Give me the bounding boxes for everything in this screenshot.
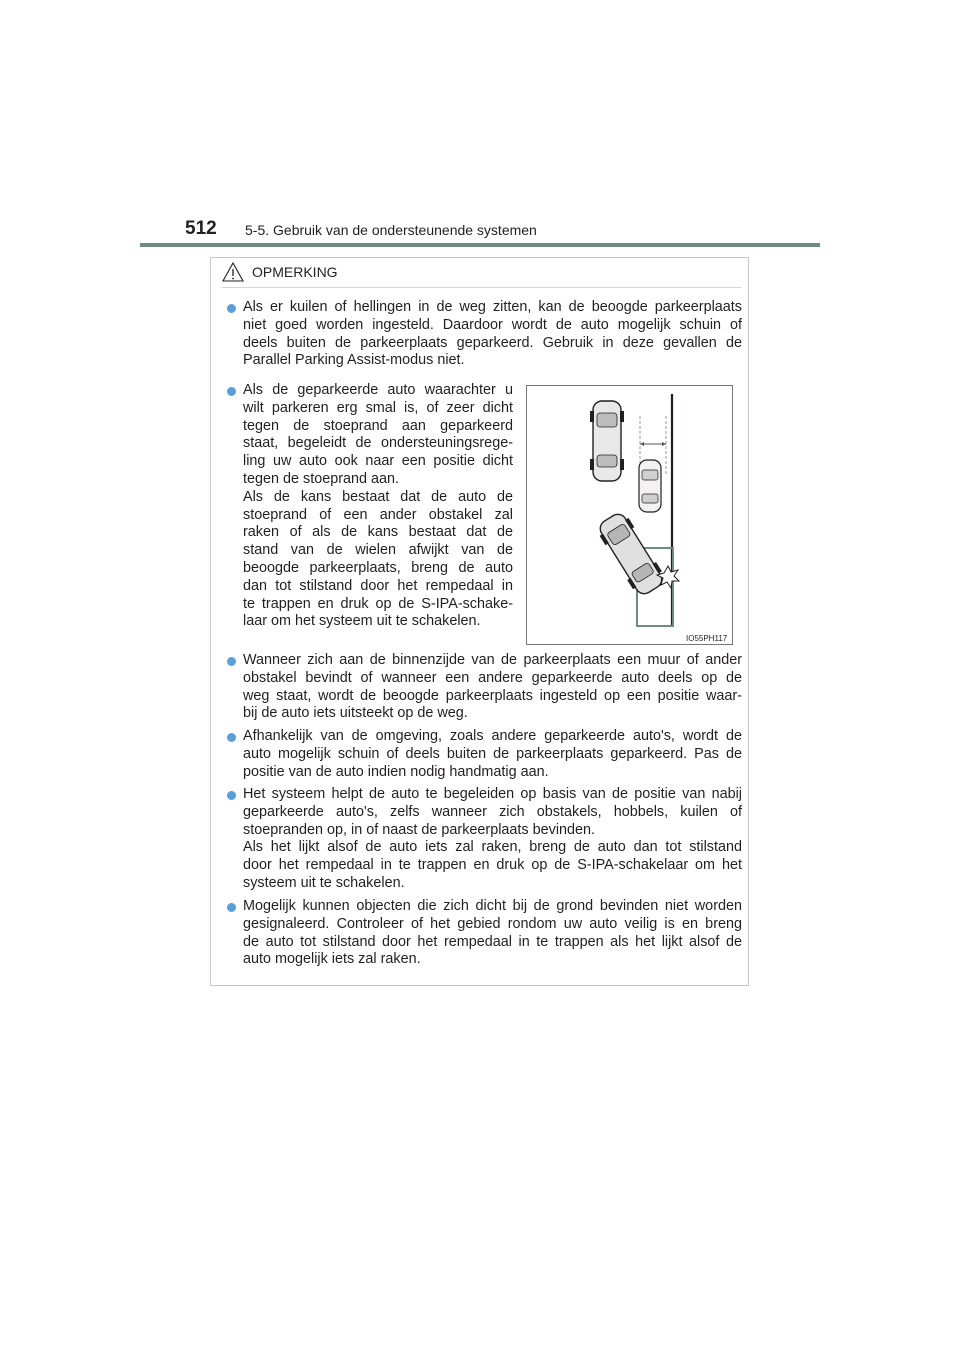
text-line: te trappen en druk op de S-IPA-schake-: [243, 595, 513, 612]
notice-title: OPMERKING: [252, 264, 338, 280]
parking-diagram-figure: [526, 385, 733, 645]
text-line: stoepranden op, in of naast de parkeerplaats bevinden.: [243, 821, 596, 838]
notice-divider: [222, 287, 741, 288]
text-line: geparkeerde auto's, zelfs wanneer zich obstakels, hobbels, kuilen of: [243, 803, 742, 820]
warning-icon: [222, 262, 244, 282]
text-line: door het rempedaal in te trappen en druk op de S-IPA-schakelaar om het: [243, 857, 742, 874]
text-line: auto mogelijk schuin of deels buiten de parkeerplaats geparkeerd. Pas de: [243, 745, 742, 762]
notice-item: [243, 728, 742, 781]
text-line: Als het lijkt alsof de auto iets zal raken, breng de auto dan tot stilstand: [243, 839, 742, 856]
bullet-icon: [227, 657, 236, 666]
text-line: Als er kuilen of hellingen in de weg zitten, kan de beoogde parkeerplaats: [243, 299, 742, 315]
text-line: tegen de stoeprand aan.: [243, 470, 400, 487]
notice-item: [243, 299, 742, 370]
figure-code: IO55PH117: [686, 634, 728, 643]
text-line: wilt parkeren erg smal is, of zeer dicht: [243, 399, 513, 416]
text-line: positie van de auto indien nodig handmatig aan.: [243, 763, 549, 780]
text-line: beoogde parkeerplaats, breng de auto: [243, 559, 513, 576]
text-line: laar om het systeem uit te schakelen.: [243, 613, 481, 630]
text-line: Als de kans bestaat dat de auto de: [243, 488, 513, 505]
bullet-icon: [227, 304, 236, 313]
text-line: gesignaleerd. Controleer of het gebied rondom uw auto veilig is en breng: [243, 915, 742, 932]
page-number: 512: [185, 218, 217, 239]
text-line: Wanneer zich aan de binnenzijde van de parkeerplaats een muur of ander: [243, 652, 742, 668]
bullet-icon: [227, 733, 236, 742]
section-title: 5-5. Gebruik van de ondersteunende systemen: [245, 222, 537, 238]
bullet-icon: [227, 387, 236, 396]
text-line: ling uw auto ook naar een positie dicht: [243, 453, 513, 470]
text-line: raken of als de kans bestaat dat de: [243, 524, 513, 541]
bullet-icon: [227, 903, 236, 912]
notice-item: [243, 382, 513, 631]
text-line: deels buiten de parkeerplaats geparkeerd. Gebruik in deze gevallen de: [243, 334, 742, 351]
text-line: Als de geparkeerde auto waarachter u: [243, 382, 513, 398]
bullet-icon: [227, 791, 236, 800]
notice-item: [243, 898, 742, 969]
text-line: stoeprand of een ander obstakel zal: [243, 506, 513, 523]
parking-diagram-icon: [527, 386, 732, 644]
text-line: staat, begeleidt de ondersteuningsrege-: [243, 435, 513, 452]
text-line: Parallel Parking Assist-modus niet.: [243, 352, 465, 369]
text-line: systeem uit te schakelen.: [243, 874, 405, 891]
notice-heading: [222, 262, 338, 282]
text-line: bij de auto iets uitsteekt op de weg.: [243, 705, 468, 722]
text-line: auto mogelijk iets zal raken.: [243, 951, 421, 968]
text-line: weg staat, wordt de beoogde parkeerplaats ingesteld op een positie waar-: [243, 687, 742, 704]
text-line: stand van de wielen afwijkt van de: [243, 542, 513, 559]
text-line: dan tot stilstand door het rempedaal in: [243, 577, 513, 594]
notice-item: [243, 786, 742, 893]
text-line: Afhankelijk van de omgeving, zoals andere geparkeerde auto's, wordt de: [243, 728, 742, 744]
notice-item: [243, 652, 742, 723]
text-line: de auto tot stilstand door het rempedaal in te trappen als het lijkt alsof de: [243, 933, 742, 950]
header-divider: [140, 243, 820, 247]
text-line: tegen de stoeprand aan geparkeerd: [243, 417, 513, 434]
text-line: obstakel bevindt of wanneer een andere geparkeerde auto deels op de: [243, 669, 742, 686]
text-line: niet goed worden ingesteld. Daardoor wordt de auto mogelijk schuin of: [243, 316, 742, 333]
text-line: Het systeem helpt de auto te begeleiden op basis van de positie van nabij: [243, 786, 742, 802]
text-line: Mogelijk kunnen objecten die zich dicht bij de grond bevinden niet worden: [243, 898, 742, 914]
